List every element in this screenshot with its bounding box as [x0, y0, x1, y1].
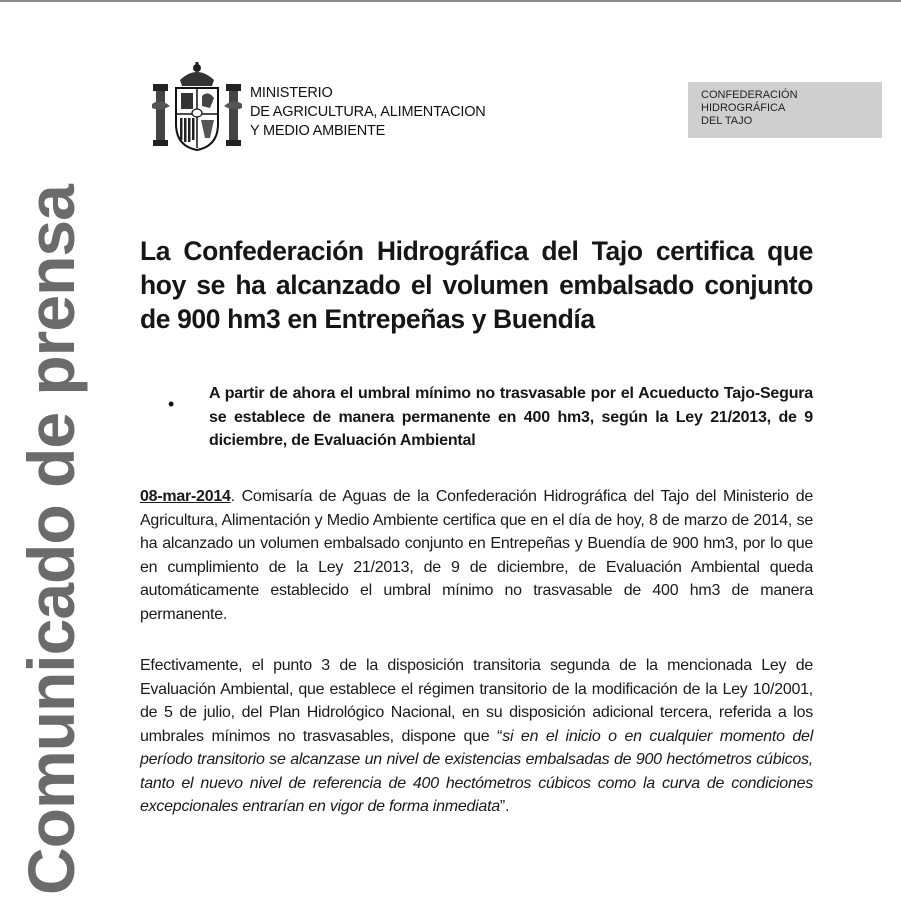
- legal-quote: si en el inicio o en cualquier momento del período transitorio se alcanzase un nivel de existencias embalsadas de 900 hectómetros cúbicos, tanto el nuevo nivel de referencia de 400 hectómetros cúbicos como la curva de condiciones excepcionales entrarían en vigor de forma inmediata: [140, 727, 814, 815]
- paragraph-1-text: . Comisaría de Aguas de la Confederación Hidrográfica del Tajo del Ministerio de Agricultura, Alimentación y Medio Ambiente certifica que en el día de hoy, 8 de marzo de 2014, se ha alcanzado un volumen embalsado conjunto en Entrepeñas y Buendía de 900 hm3, por lo que en cumplimiento de la Ley 21/2013, de 9 de diciembre, de Evaluación Ambiental queda automáticamente establecido el umbral mínimo no trasvasable de 400 hm3 de manera permanente.: [140, 488, 813, 623]
- body-paragraph-2: [140, 654, 813, 819]
- bullet-icon: •: [168, 394, 175, 414]
- ministry-line: Y MEDIO AMBIENTE: [250, 123, 386, 139]
- top-rule: [0, 0, 901, 2]
- ministry-line: MINISTERIO: [250, 85, 333, 101]
- press-release-side-label: Comunicado de prensa: [14, 185, 88, 895]
- ministry-line: DE AGRICULTURA, ALIMENTACION: [250, 104, 486, 120]
- organization-box: [688, 82, 882, 138]
- paragraph-2-text: Efectivamente, el punto 3 de la disposición transitoria segunda de la mencionada Ley de Evaluación Ambiental, que establece el régimen transitorio de la modificación de la Ley 10/2001, de 5 de julio, del Plan Hidrológico Nacional, en su disposición adicional tercera, referida a los umbrales mínimos no trasvasables, dispone que “: [140, 657, 813, 745]
- organization-line: HIDROGRÁFICA: [701, 102, 786, 114]
- body-paragraph-1: [140, 485, 813, 626]
- coat-of-arms-icon: [152, 60, 242, 152]
- release-date: 08-mar-2014: [140, 488, 231, 505]
- ministry-name: [250, 84, 486, 141]
- organization-line: DEL TAJO: [701, 115, 753, 127]
- paragraph-2-end: ”.: [499, 798, 510, 815]
- organization-line: CONFEDERACIÓN: [701, 89, 798, 101]
- subheadline: A partir de ahora el umbral mínimo no trasvasable por el Acueducto Tajo-Segura se establece de manera permanente en 400 hm3, según la Ley 21/2013, de 9 diciembre, de Evaluación Ambiental: [209, 385, 813, 449]
- headline: La Confederación Hidrográfica del Tajo certifica que hoy se ha alcanzado el volumen embalsado conjunto de 900 hm3 en Entrepeñas y Buendía: [140, 236, 813, 334]
